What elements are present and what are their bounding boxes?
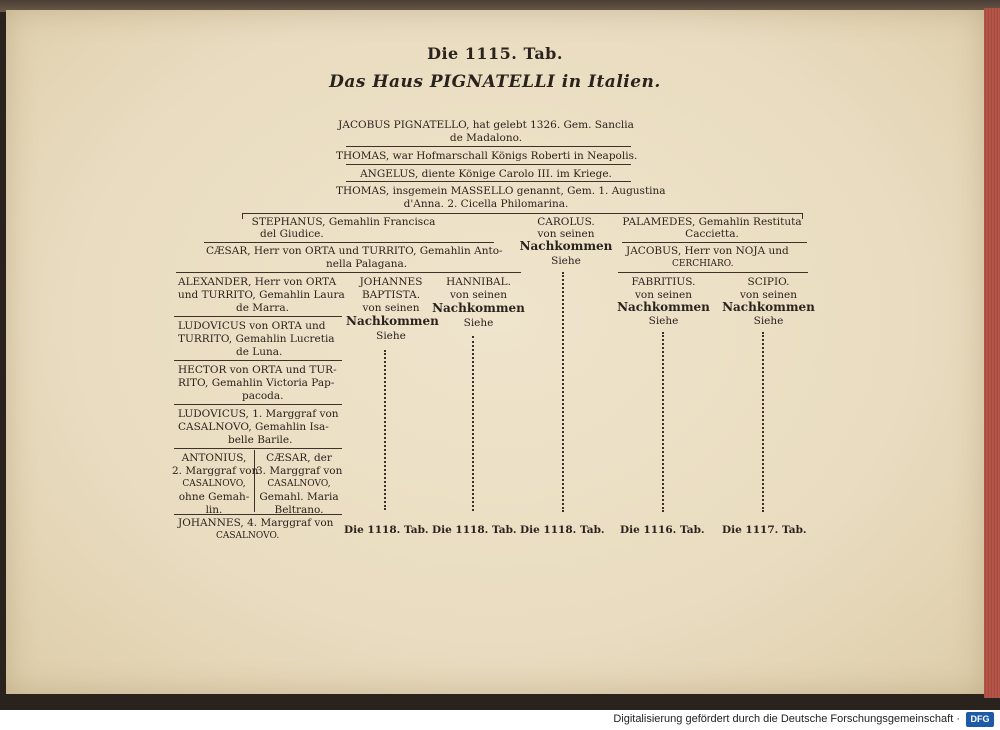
entry-antonius-line1: ANTONIUS, — [181, 452, 247, 464]
ref-2: Die 1118. Tab. — [432, 524, 517, 536]
entry-hannibal-line2: von seinen — [449, 289, 508, 301]
entry-caesar2-line5: Beltrano. — [274, 504, 324, 516]
entry-jacobus-line1: JACOBUS PIGNATELLO, hat gelebt 1326. Gem. Sanclia — [338, 119, 634, 131]
dotted-descent-line — [762, 332, 764, 512]
entry-jbaptista-line1: JOHANNES — [359, 276, 423, 288]
divider — [346, 146, 631, 147]
entry-stephanus-line1: STEPHANUS, Gemahlin Francisca — [251, 216, 436, 228]
dotted-descent-line — [562, 272, 564, 512]
entry-jbaptista-line3: von seinen — [362, 302, 420, 314]
ref-1: Die 1118. Tab. — [344, 524, 429, 536]
entry-jacobus2-line1: JACOBUS, Herr von NOJA und — [626, 245, 789, 257]
entry-stephanus-line2: del Giudice. — [260, 228, 324, 240]
entry-alexander-line1: ALEXANDER, Herr von ORTA — [178, 276, 337, 288]
entry-antonius-line3: CASALNOVO, — [182, 479, 246, 489]
footer-credit: Digitalisierung gefördert durch die Deutsche Forschungsgemeinschaft · — [613, 713, 960, 725]
dfg-logo: DFG — [966, 712, 994, 727]
branch-connector — [618, 272, 808, 273]
entry-scipio-line1: SCIPIO. — [747, 276, 790, 288]
dotted-descent-line — [472, 336, 474, 511]
entry-caesar-line1: CÆSAR, Herr von ORTA und TURRITO, Gemahlin Anto- — [206, 245, 503, 257]
entry-fabritius-line4: Siehe — [648, 315, 679, 327]
entry-carolus-line4: Siehe — [551, 255, 581, 267]
entry-caesar2-line4: Gemahl. Maria — [259, 491, 339, 503]
entry-antonius-line5: lin. — [205, 504, 223, 516]
entry-scipio-line2: von seinen — [739, 289, 798, 301]
divider — [174, 316, 342, 317]
entry-antonius-line2: 2. Marggraf von — [172, 465, 259, 477]
entry-carolus-line1: CAROLUS. — [537, 216, 595, 228]
entry-johannes4-line2: CASALNOVO. — [216, 531, 280, 541]
entry-thomas2-line2: d'Anna. 2. Cicella Philomarina. — [403, 198, 569, 210]
entry-hector-line3: pacoda. — [242, 390, 284, 402]
entry-carolus-line2: von seinen — [537, 228, 595, 240]
divider — [622, 242, 807, 243]
entry-scipio-line3: Nachkommen — [722, 300, 815, 314]
entry-jacobus2-line2: CERCHIARO. — [672, 259, 734, 269]
divider — [174, 514, 342, 515]
entry-palamedes-line1: PALAMEDES, Gemahlin Restituta — [622, 216, 802, 228]
entry-carolus-line3: Nachkommen — [519, 239, 613, 253]
entry-ludovicus1-line3: de Luna. — [236, 346, 283, 358]
page-title: Das Haus PIGNATELLI in Italien. — [329, 72, 661, 92]
branch-connector — [174, 448, 342, 449]
entry-thomas2-line1: THOMAS, insgemein MASSELLO genannt, Gem. 1. Augustina — [336, 185, 666, 197]
entry-jbaptista-line2: BAPTISTA. — [361, 289, 421, 301]
entry-jacobus-line2: de Madalono. — [449, 132, 523, 144]
entry-caesar2-line1: CÆSAR, der — [266, 452, 332, 464]
entry-palamedes-line2: Caccietta. — [685, 228, 739, 240]
entry-ludovicus1-line1: LUDOVICUS von ORTA und — [178, 320, 326, 332]
entry-jbaptista-line4: Nachkommen — [346, 314, 439, 328]
dotted-descent-line — [384, 350, 386, 510]
entry-jbaptista-line5: Siehe — [376, 330, 406, 342]
divider — [174, 404, 342, 405]
entry-caesar2-line3: CASALNOVO, — [267, 479, 331, 489]
entry-hannibal-line1: HANNIBAL. — [446, 276, 511, 288]
entry-hannibal-line4: Siehe — [463, 317, 494, 329]
entry-johannes4-line1: JOHANNES, 4. Marggraf von — [178, 517, 334, 529]
branch-connector — [242, 213, 802, 214]
ref-5: Die 1117. Tab. — [722, 524, 807, 536]
entry-ludovicus2-line3: belle Barile. — [228, 434, 293, 446]
entry-alexander-line2: und TURRITO, Gemahlin Laura — [178, 289, 345, 301]
entry-ludovicus1-line2: TURRITO, Gemahlin Lucretia — [178, 333, 335, 345]
divider — [346, 164, 631, 165]
entry-fabritius-line3: Nachkommen — [617, 300, 710, 314]
entry-thomas1: THOMAS, war Hofmarschall Königs Roberti in Neapolis. — [336, 150, 638, 162]
entry-fabritius-line2: von seinen — [634, 289, 693, 301]
entry-hector-line1: HECTOR von ORTA und TUR- — [178, 364, 337, 376]
entry-fabritius-line1: FABRITIUS. — [631, 276, 696, 288]
entry-hannibal-line3: Nachkommen — [432, 301, 525, 315]
entry-ludovicus2-line2: CASALNOVO, Gemahlin Isa- — [178, 421, 329, 433]
entry-caesar2-line2: 3. Marggraf von — [256, 465, 343, 477]
entry-ludovicus2-line1: LUDOVICUS, 1. Marggraf von — [178, 408, 339, 420]
divider — [204, 242, 494, 243]
book-red-edge — [984, 8, 1000, 698]
entry-hector-line2: RITO, Gemahlin Victoria Pap- — [178, 377, 335, 389]
book-page — [6, 10, 984, 694]
entry-alexander-line3: de Marra. — [236, 302, 289, 314]
ref-3: Die 1118. Tab. — [520, 524, 605, 536]
footer-bar — [0, 710, 1000, 730]
divider — [174, 360, 342, 361]
entry-scipio-line4: Siehe — [753, 315, 784, 327]
branch-connector — [176, 272, 521, 273]
ref-4: Die 1116. Tab. — [620, 524, 705, 536]
entry-angelus: ANGELUS, diente Könige Carolo III. im Kriege. — [360, 168, 612, 180]
entry-caesar-line2: nella Palagana. — [326, 258, 408, 270]
dotted-descent-line — [662, 332, 664, 512]
table-number: Die 1115. Tab. — [427, 44, 563, 63]
divider — [346, 181, 631, 182]
entry-antonius-line4: ohne Gemah- — [178, 491, 250, 503]
